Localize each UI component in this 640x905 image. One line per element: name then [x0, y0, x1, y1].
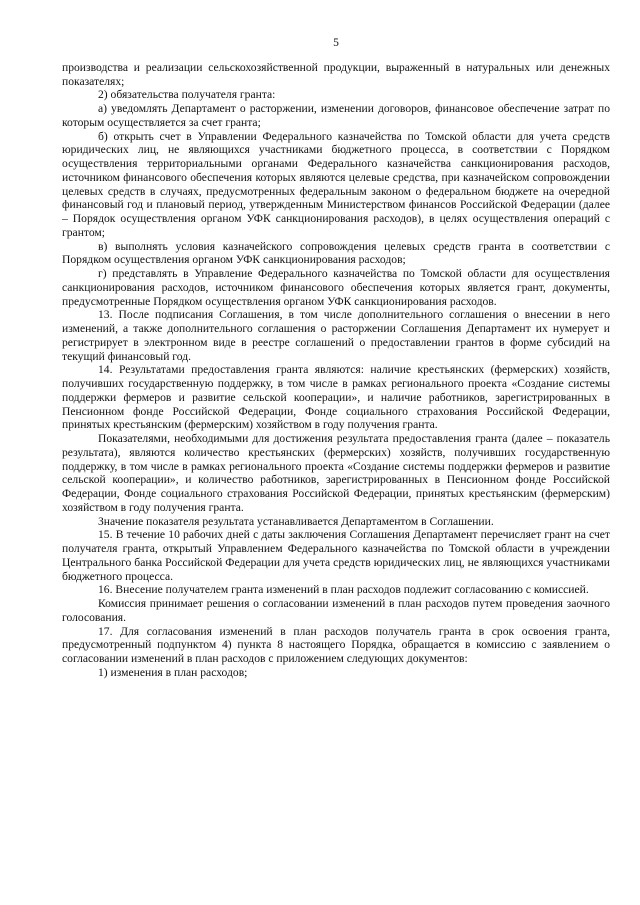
- paragraph: Значение показателя результата устанавливается Департаментом в Соглашении.: [98, 514, 494, 528]
- paragraph: 1) изменения в план расходов;: [98, 665, 248, 679]
- paragraph: 2) обязательства получателя гранта:: [98, 88, 276, 102]
- paragraph: Показателями, необходимыми для достижения результата предоставления гранта (далее – показатель результата), являются количество крестьянских (фермерских) хозяйств, получивших государственную поддержку, в том числе в рамках регионального проекта «Создание системы поддержки фермеров и развитие сельской кооперации», и количество работников, зарегистрированных в Пенсионном фонде Российской Федерации, Фонде социального страхования Российской Федерации, принятых крестьянским (фермерским) хозяйством в году получения гранта.: [62, 432, 610, 514]
- paragraph: 14. Результатами предоставления гранта являются: наличие крестьянских (фермерских) хозяйств, получивших государственную поддержку, в том числе в рамках регионального проекта «Создание системы поддержки фермеров и развитие сельской кооперации», и наличие работников, зарегистрированных в Пенсионном фонде Российской Федерации, Фонде социального страхования Российской Федерации, принятых крестьянским (фермерским) хозяйством в году получения гранта.: [62, 363, 610, 432]
- page-number: 5: [333, 36, 339, 49]
- document-page: [62, 36, 610, 680]
- paragraph: в) выполнять условия казначейского сопровождения целевых средств гранта в соответствии с Порядком осуществления органом УФК санкционирования расходов;: [62, 239, 610, 267]
- paragraph: г) представлять в Управление Федерального казначейства по Томской области для осуществления санкционирования расходов, источником финансового обеспечения которых является грант, документы, предусмотренные Порядком осуществления органом УФК санкционирования расходов.: [62, 267, 610, 308]
- paragraph: Комиссия принимает решения о согласовании изменений в план расходов путем проведения заочного голосования.: [62, 597, 610, 624]
- paragraph: а) уведомлять Департамент о расторжении, изменении договоров, финансовое обеспечение затрат по которым осуществляется за счет гранта;: [62, 102, 610, 129]
- paragraph: 17. Для согласования изменений в план расходов получатель гранта в срок освоения гранта, предусмотренный подпунктом 4) пункта 8 настоящего Порядка, обращается в комиссию с заявлением о согласовании изменений в план расходов с приложением следующих документов:: [62, 624, 610, 665]
- paragraph: 15. В течение 10 рабочих дней с даты заключения Соглашения Департамент перечисляет грант на счет получателя гранта, открытый Управлением Федерального казначейства по Томской области в учреждении Центрального банка Российской Федерации для учета средств юридических лиц, не являющихся участниками бюджетного процесса.: [62, 528, 610, 583]
- document-body: [62, 61, 610, 680]
- paragraph: производства и реализации сельскохозяйственной продукции, выраженный в натуральных или денежных показателях;: [62, 60, 610, 88]
- paragraph: б) открыть счет в Управлении Федерального казначейства по Томской области для учета средств юридических лиц, не являющихся участниками бюджетного процесса, в соответствии с Порядком осуществления территориальными органами Федерального казначейства санкционирования расходов, источником финансового обеспечения которых являются целевые средства, при казначейском сопровождении целевых средств в случаях, предусмотренных федеральным законом о федеральном бюджете на очередной финансовый год и плановый период, утвержденным Министерством финансов Российской Федерации (далее – Порядок осуществления органом УФК санкционирования расходов), в целях осуществления операций с грантом;: [62, 129, 610, 239]
- paragraph: 16. Внесение получателем гранта изменений в план расходов подлежит согласованию с комиссией.: [98, 583, 589, 597]
- paragraph: 13. После подписания Соглашения, в том числе дополнительного соглашения о внесении в него изменений, а также дополнительного соглашения о расторжении Соглашения Департамент их нумерует и регистрирует в электронном виде в реестре соглашений о предоставлении грантов в форме субсидий на текущий финансовый год.: [62, 308, 610, 363]
